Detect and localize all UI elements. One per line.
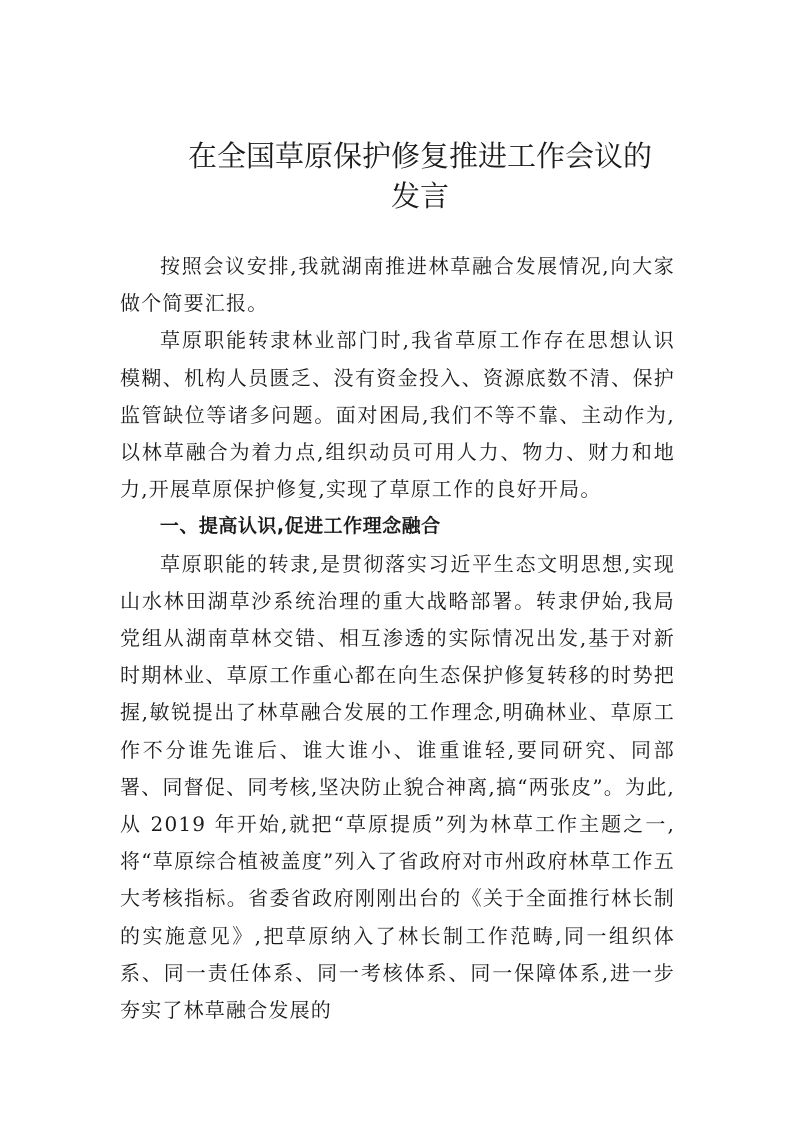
title-line-2: 发言	[390, 179, 449, 213]
section-1-paragraph: 草原职能的转隶,是贯彻落实习近平生态文明思想,实现山水林田湖草沙系统治理的重大战略部署。转隶伊始,我局党组从湖南草林交错、相互渗透的实际情况出发,基于对新时期林业、草原工作重心都在向生态保护修复转移的时势把握,敏锐提出了林草融合发展的工作理念,明确林业、草原工作不分谁先谁后、谁大谁小、谁重谁轻,要同研究、同部署、同督促、同考核,坚决防止貌合神离,搞“两张皮”。为此,从 2019 年开始,就把“草原提质”列为林草工作主题之一,将“草原综合植被盖度”列入了省政府对市州政府林草工作五大考核指标。省委省政府刚刚出台的《关于全面推行林长制的实施意见》,把草原纳入了林长制工作范畴,同一组织体系、同一责任体系、同一考核体系、同一保障体系,进一步夯实了林草融合发展的	[120, 551, 675, 1023]
document-title	[120, 136, 720, 216]
background-paragraph: 草原职能转隶林业部门时,我省草原工作存在思想认识模糊、机构人员匮乏、没有资金投入、资源底数不清、保护监管缺位等诸多问题。面对困局,我们不等不靠、主动作为,以林草融合为着力点,组织动员可用人力、物力、财力和地力,开展草原保护修复,实现了草原工作的良好开局。	[120, 328, 675, 502]
document-body	[120, 248, 675, 1029]
title-line-1: 在全国草原保护修复推进工作会议的	[187, 139, 652, 173]
intro-paragraph: 按照会议安排,我就湖南推进林草融合发展情况,向大家做个简要汇报。	[120, 254, 675, 316]
section-heading-1: 一、提高认识,促进工作理念融合	[159, 515, 441, 538]
